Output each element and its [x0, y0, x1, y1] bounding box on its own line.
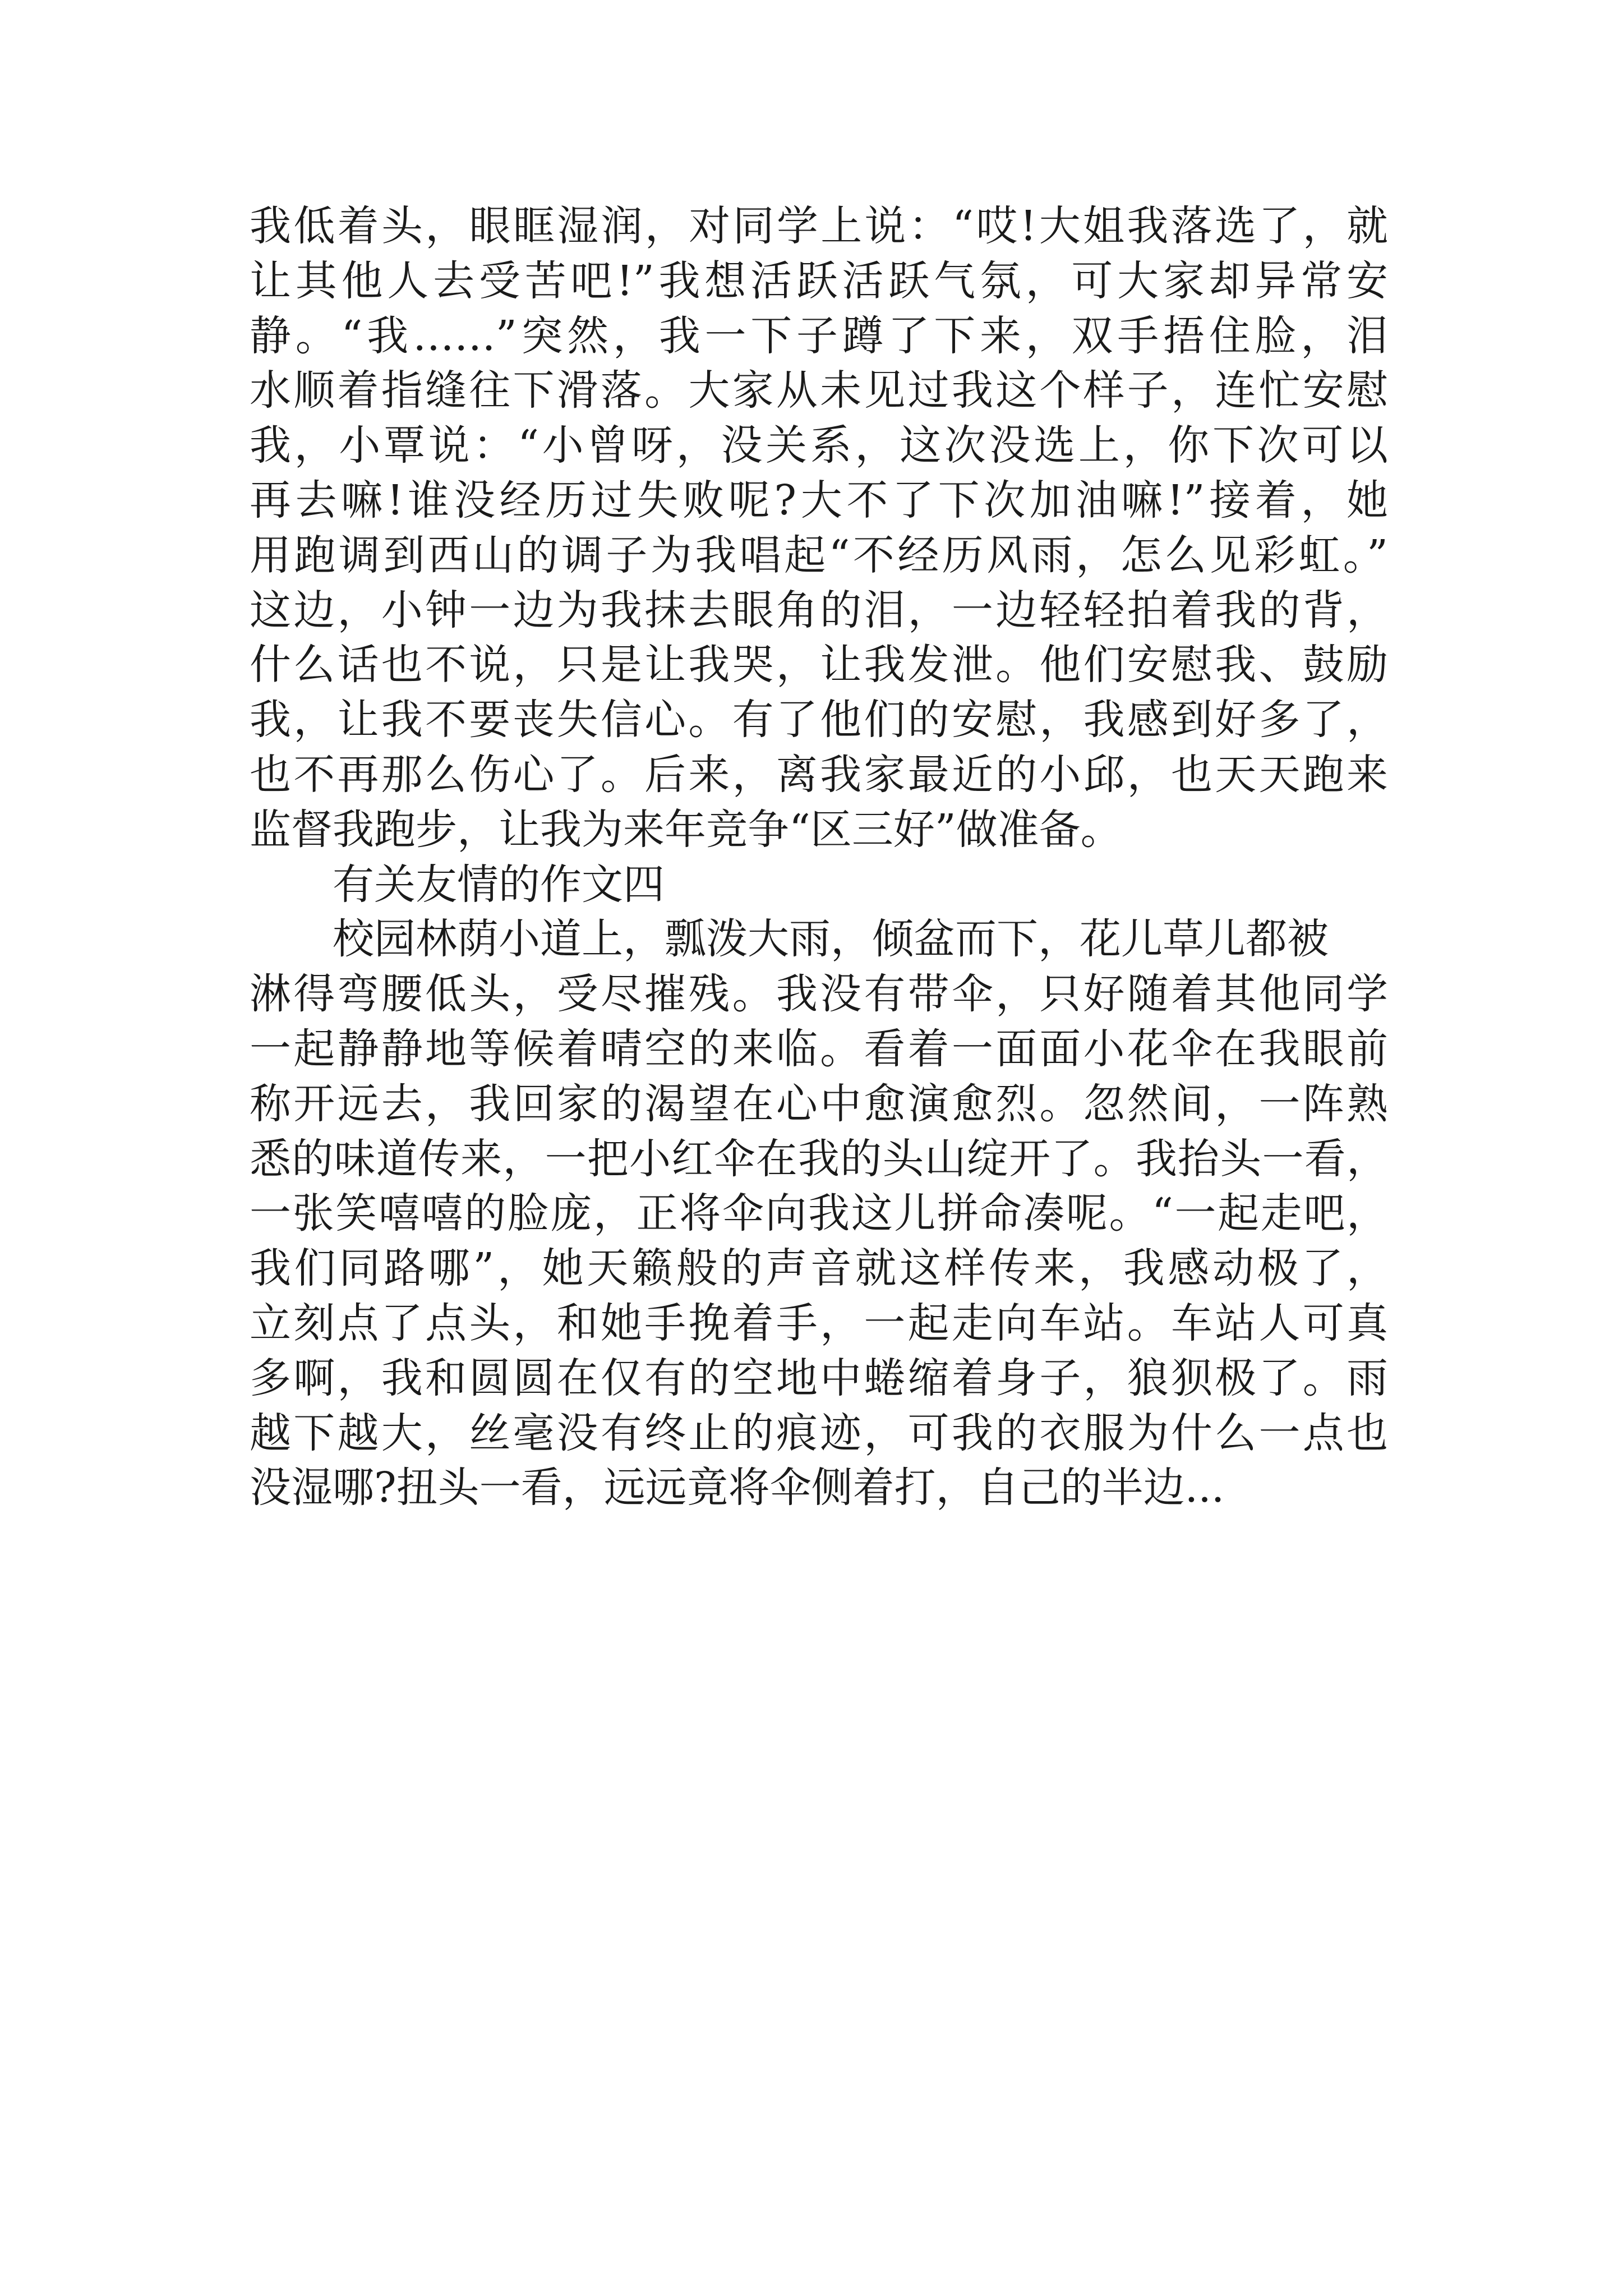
text-line: 多啊，我和圆圆在仅有的空地中蜷缩着身子，狼狈极了。雨	[250, 1354, 1388, 1402]
text-line: 监督我跑步，让我为来年竞争“区三好”做准备。	[250, 805, 1122, 854]
text-line: 什么话也不说，只是让我哭，让我发泄。他们安慰我、鼓励	[250, 641, 1388, 689]
text-line: 悉的味道传来，一把小红伞在我的头山绽开了。我抬头一看，	[250, 1134, 1388, 1183]
text-line: 没湿哪?扭头一看，远远竟将伞侧着打，自己的半边...	[250, 1464, 1225, 1512]
text-line: 我，小覃说：“小曾呀，没关系，这次没选上，你下次可以	[250, 421, 1388, 470]
text-line: 立刻点了点头，和她手挽着手，一起走向车站。车站人可真	[250, 1299, 1388, 1347]
text-line: 静。“我……”突然，我一下子蹲了下来，双手捂住脸，泪	[250, 311, 1388, 360]
text-line: 再去嘛!谁没经历过失败呢?大不了下次加油嘛!”接着，她	[250, 476, 1388, 524]
text-line: 称开远去，我回家的渴望在心中愈演愈烈。忽然间，一阵熟	[250, 1079, 1388, 1128]
text-line: 我，让我不要丧失信心。有了他们的安慰，我感到好多了，	[250, 696, 1388, 744]
text-line: 这边，小钟一边为我抹去眼角的泪，一边轻轻拍着我的背，	[250, 586, 1388, 634]
text-line: 水顺着指缝往下滑落。大家从未见过我这个样子，连忙安慰	[250, 366, 1388, 415]
section-heading: 有关友情的作文四	[333, 860, 665, 909]
text-line: 让其他人去受苦吧!”我想活跃活跃气氛，可大家却异常安	[250, 256, 1388, 305]
text-line: 我低着头，眼眶湿润，对同学上说：“哎!大姐我落选了，就	[250, 202, 1388, 250]
text-line: 我们同路哪”，她天籁般的声音就这样传来，我感动极了，	[250, 1244, 1388, 1293]
document-body	[250, 199, 1388, 1516]
text-line: 淋得弯腰低头，受尽摧残。我没有带伞，只好随着其他同学	[250, 970, 1388, 1019]
text-line: 也不再那么伤心了。后来，离我家最近的小邱，也天天跑来	[250, 750, 1388, 799]
text-line: 用跑调到西山的调子为我唱起“不经历风雨，怎么见彩虹。”	[250, 531, 1388, 579]
text-line: 一起静静地等候着晴空的来临。看着一面面小花伞在我眼前	[250, 1024, 1388, 1073]
text-line: 一张笑嘻嘻的脸庞，正将伞向我这儿拼命凑呢。“一起走吧，	[250, 1189, 1388, 1238]
text-line: 越下越大，丝毫没有终止的痕迹，可我的衣服为什么一点也	[250, 1409, 1388, 1457]
text-line: 校园林荫小道上，瓢泼大雨，倾盆而下，花儿草儿都被	[333, 915, 1329, 964]
